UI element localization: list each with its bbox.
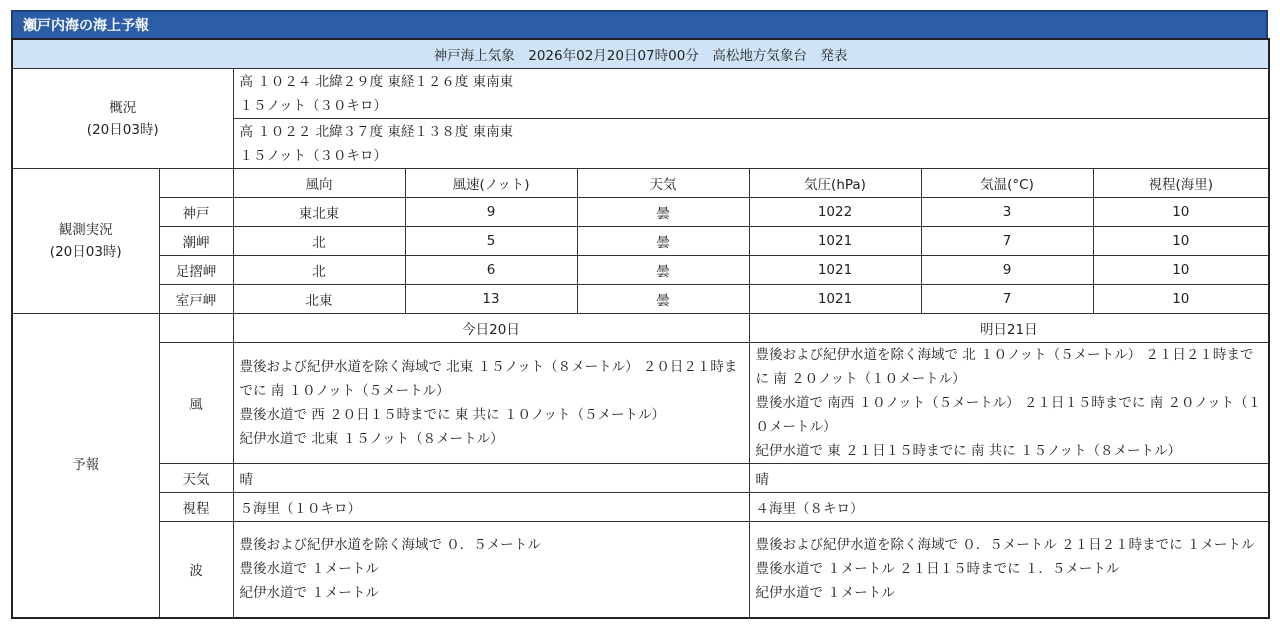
- table-row: [12, 285, 1269, 314]
- cell-temperature: 7: [921, 227, 1093, 256]
- table-row: [12, 256, 1269, 285]
- cell-wind-speed: 6: [405, 256, 577, 285]
- col-header-temperature: 気温(°C): [921, 169, 1093, 198]
- forecast-line: 紀伊水道で 東 ２１日１５時までに 南 共に １５ノット（８メートル）: [755, 443, 1182, 459]
- cell-wind-direction: 東北東: [233, 198, 405, 227]
- forecast-line: 豊後および紀伊水道を除く海域で ０．５メートル: [239, 537, 541, 554]
- forecast-day2-header: 明日21日: [749, 314, 1269, 343]
- forecast-visibility-label: 視程: [159, 493, 233, 522]
- cell-wind-speed: 5: [405, 227, 577, 256]
- cell-visibility: 10: [1093, 227, 1269, 256]
- cell-visibility: 10: [1093, 198, 1269, 227]
- forecast-wind-day1: [233, 343, 749, 464]
- forecast-visibility-day1: ５海里（１０キロ）: [233, 493, 749, 522]
- forecast-table: [11, 38, 1270, 619]
- issued-line: 神戸海上気象 2026年02月20日07時00分 高松地方気象台 発表: [12, 39, 1269, 69]
- station-name: 潮岬: [159, 227, 233, 256]
- forecast-label: 予報: [12, 314, 159, 618]
- overview-item-line1: 高 １０２２ 北緯３７度 東経１３８度 東南東: [239, 123, 514, 140]
- cell-weather: 曇: [577, 227, 749, 256]
- observation-label: [12, 169, 159, 314]
- marine-forecast-panel: [11, 10, 1268, 619]
- forecast-wind-day2: [749, 343, 1269, 464]
- cell-pressure: 1022: [749, 198, 921, 227]
- forecast-line: 豊後水道で 南西 １０ノット（５メートル） ２１日１５時までに 南 ２０ノット（１０メートル）: [755, 395, 1262, 435]
- forecast-line: 豊後および紀伊水道を除く海域で 北東 １５ノット（８メートル） ２０日２１時までに 南 １０ノット（５メートル）: [239, 359, 738, 399]
- forecast-day1-header: 今日20日: [233, 314, 749, 343]
- forecast-line: 豊後水道で １メートル ２１日１５時までに １．５メートル: [755, 561, 1120, 578]
- cell-temperature: 3: [921, 198, 1093, 227]
- forecast-line: 紀伊水道で １メートル: [755, 585, 895, 602]
- forecast-header-blank: [159, 314, 233, 343]
- cell-weather: 曇: [577, 256, 749, 285]
- overview-label: [12, 69, 233, 169]
- cell-visibility: 10: [1093, 285, 1269, 314]
- cell-weather: 曇: [577, 285, 749, 314]
- cell-wind-direction: 北: [233, 227, 405, 256]
- cell-pressure: 1021: [749, 285, 921, 314]
- forecast-line: 豊後水道で 西 ２０日１５時までに 東 共に １０ノット（５メートル）: [239, 407, 666, 423]
- forecast-line: 豊後および紀伊水道を除く海域で 北 １０ノット（５メートル） ２１日２１時までに 南 ２０ノット（１０メートル）: [755, 347, 1254, 387]
- cell-weather: 曇: [577, 198, 749, 227]
- forecast-line: 豊後および紀伊水道を除く海域で ０．５メートル ２１日２１時までに １メートル: [755, 537, 1255, 554]
- cell-pressure: 1021: [749, 256, 921, 285]
- overview-label-line1: 概況: [109, 99, 137, 116]
- col-header-visibility: 視程(海里): [1093, 169, 1269, 198]
- forecast-wave-day1: [233, 522, 749, 618]
- cell-wind-direction: 北: [233, 256, 405, 285]
- overview-item: [233, 119, 1269, 169]
- overview-item-line2: １５ノット（３０キロ）: [239, 97, 388, 114]
- forecast-line: 豊後水道で １メートル: [239, 561, 379, 578]
- forecast-visibility-day2: ４海里（８キロ）: [749, 493, 1269, 522]
- forecast-weather-day2: 晴: [749, 464, 1269, 493]
- col-header-wind-direction: 風向: [233, 169, 405, 198]
- forecast-wave-label: 波: [159, 522, 233, 618]
- cell-wind-speed: 9: [405, 198, 577, 227]
- col-header-wind-speed: 風速(ノット): [405, 169, 577, 198]
- col-header-weather: 天気: [577, 169, 749, 198]
- observation-label-line2: (20日03時): [49, 244, 122, 260]
- overview-item-line1: 高 １０２４ 北緯２９度 東経１２６度 東南東: [239, 73, 514, 90]
- forecast-weather-label: 天気: [159, 464, 233, 493]
- overview-label-line2: (20日03時): [86, 121, 159, 138]
- table-row: [12, 198, 1269, 227]
- forecast-wave-day2: [749, 522, 1269, 618]
- cell-temperature: 7: [921, 285, 1093, 314]
- cell-pressure: 1021: [749, 227, 921, 256]
- col-header-pressure: 気圧(hPa): [749, 169, 921, 198]
- cell-wind-speed: 13: [405, 285, 577, 314]
- panel-title: 瀬戸内海の海上予報: [11, 10, 1268, 38]
- forecast-line: 紀伊水道で 北東 １５ノット（８メートル）: [239, 431, 504, 447]
- cell-wind-direction: 北東: [233, 285, 405, 314]
- cell-temperature: 9: [921, 256, 1093, 285]
- station-name: 足摺岬: [159, 256, 233, 285]
- overview-item-line2: １５ノット（３０キロ）: [239, 147, 388, 164]
- station-name: 室戸岬: [159, 285, 233, 314]
- observation-label-line1: 観測実況: [58, 222, 113, 238]
- table-row: [12, 227, 1269, 256]
- cell-visibility: 10: [1093, 256, 1269, 285]
- forecast-weather-day1: 晴: [233, 464, 749, 493]
- forecast-line: 紀伊水道で １メートル: [239, 585, 379, 602]
- forecast-wind-label: 風: [159, 343, 233, 464]
- station-name: 神戸: [159, 198, 233, 227]
- observation-header-blank: [159, 169, 233, 198]
- overview-item: [233, 69, 1269, 119]
